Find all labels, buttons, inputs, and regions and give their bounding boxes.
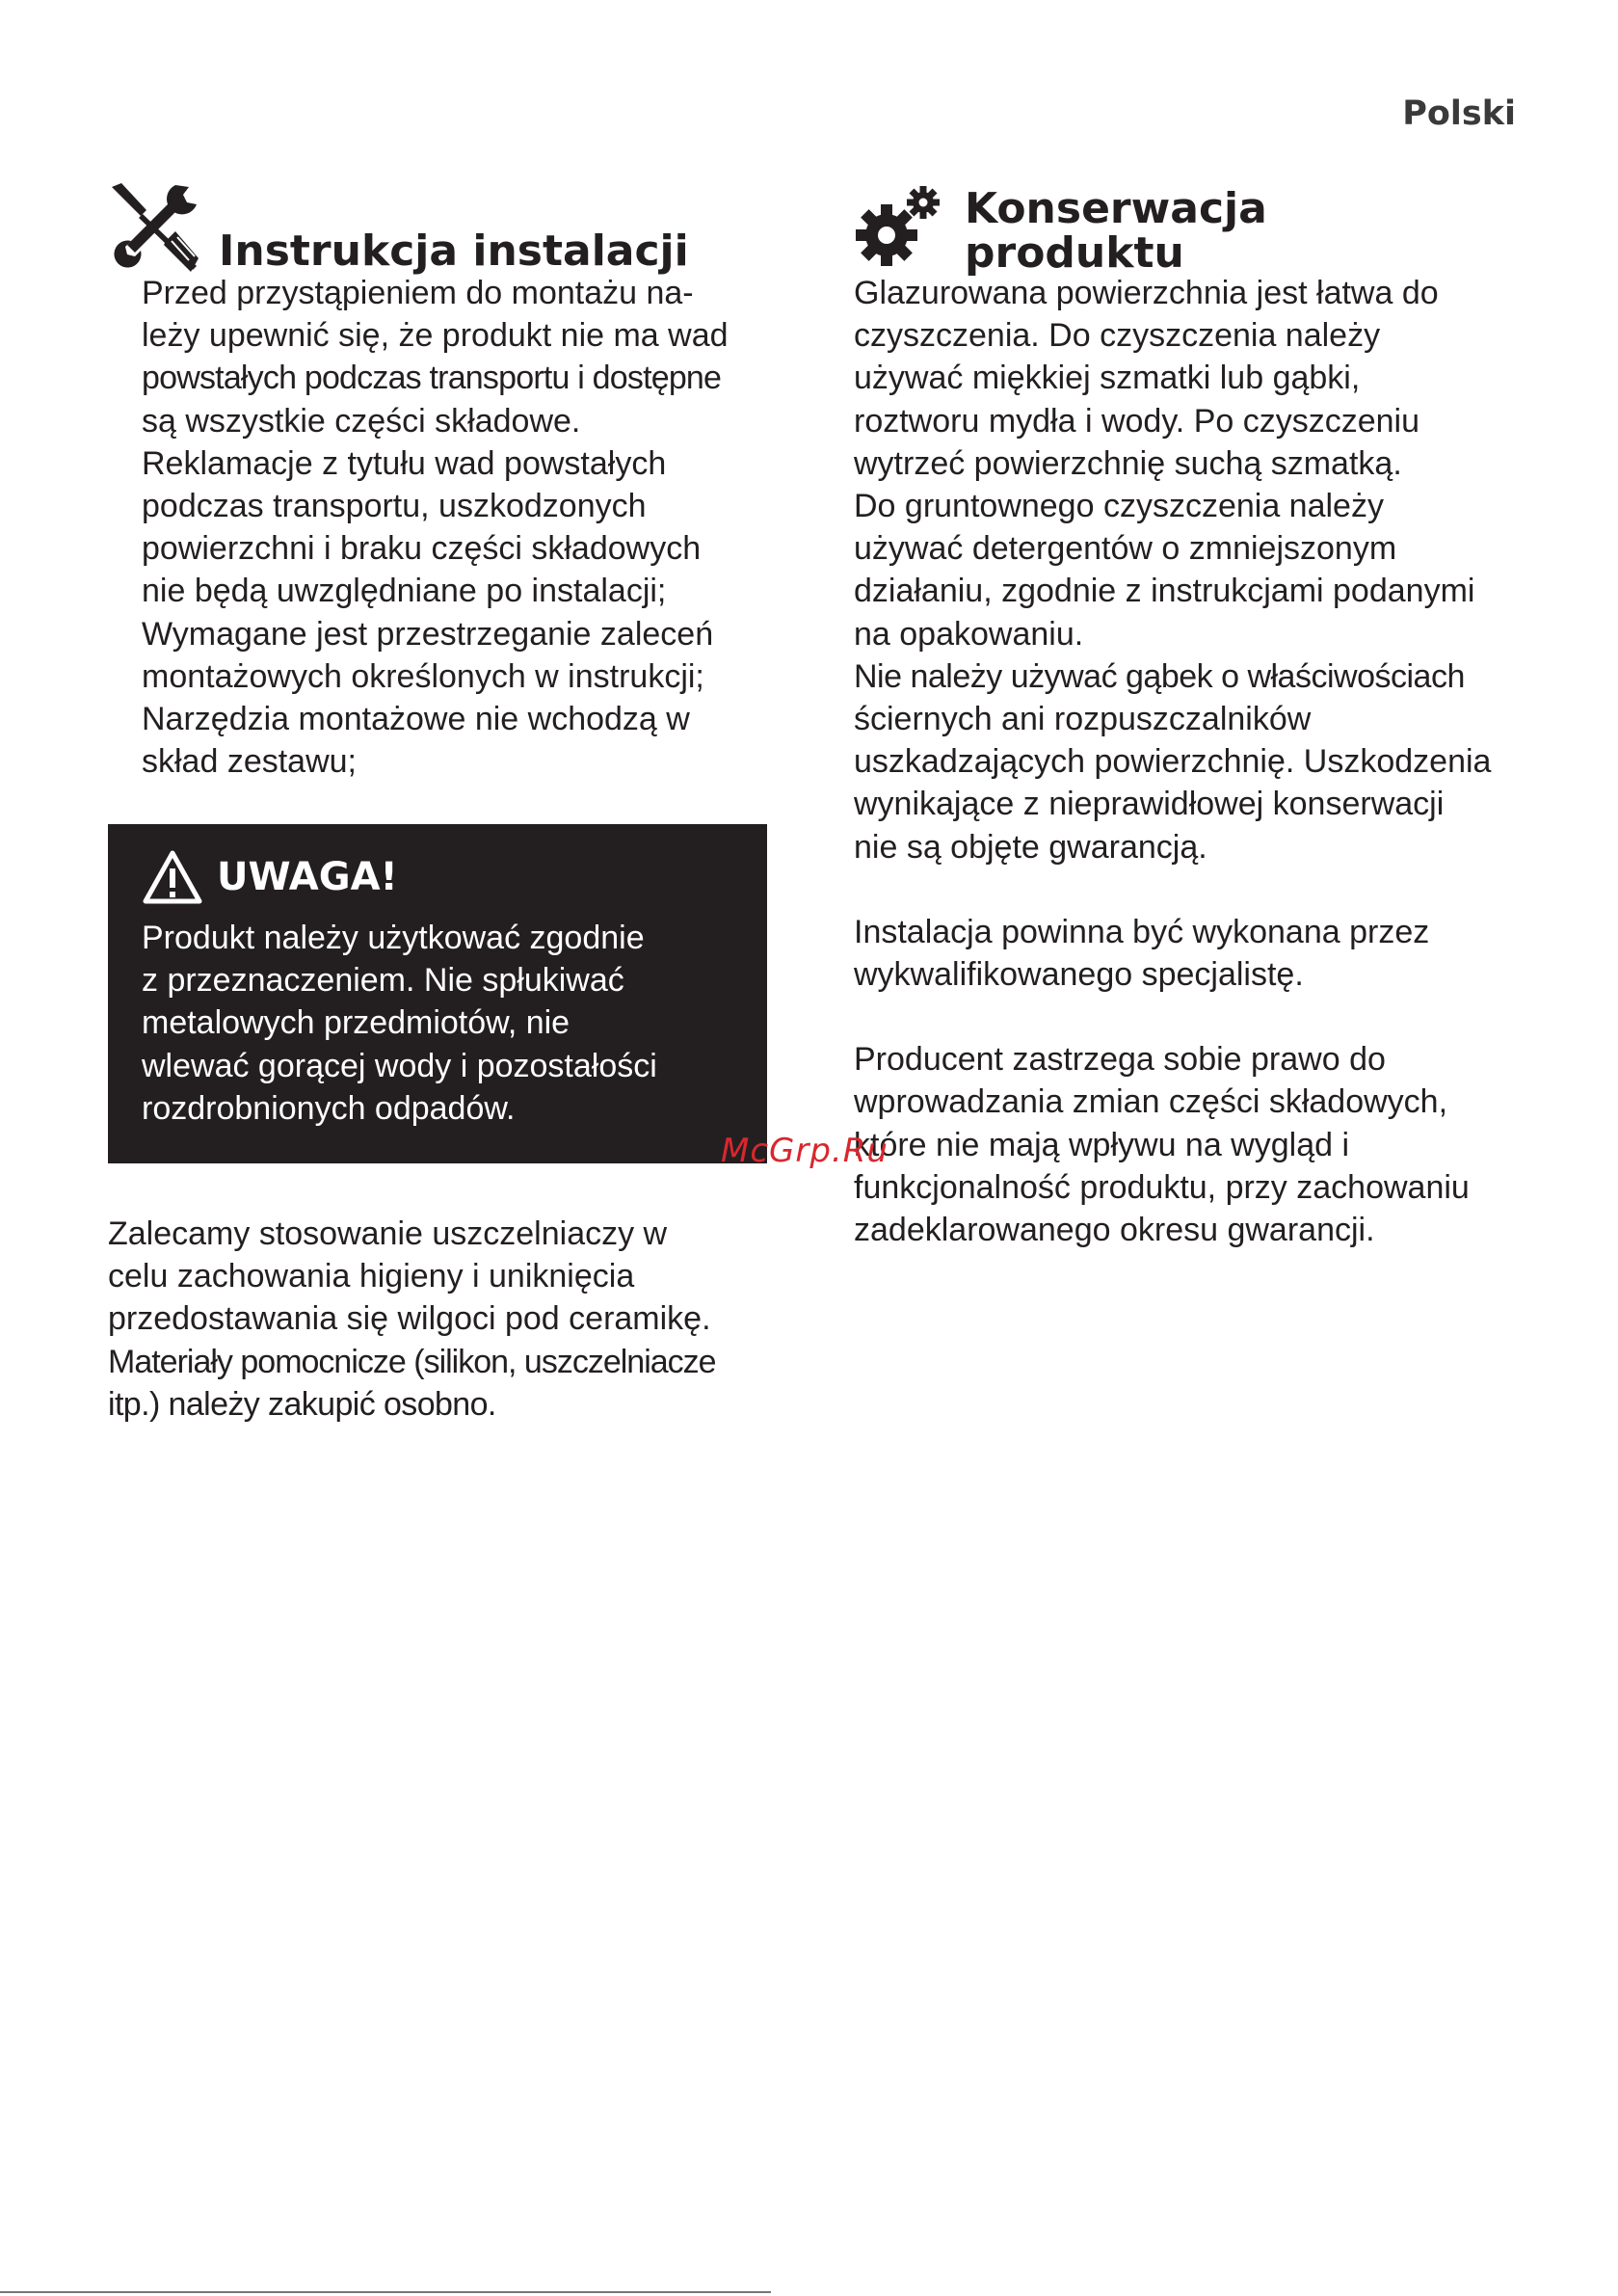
- text-line: które nie mają wpływu na wygląd i: [854, 1126, 1350, 1163]
- tools-icon: [108, 181, 200, 279]
- text-line: działaniu, zgodnie z instrukcjami podanymi: [854, 573, 1475, 610]
- text-line: celu zachowania higieny i uniknięcia: [108, 1258, 635, 1295]
- text-line: wykwalifikowanego specjalistę.: [854, 956, 1304, 994]
- text-line: wprowadzania zmian części składowych,: [854, 1083, 1448, 1121]
- manufacturer-rights-paragraph: [854, 1038, 1528, 1251]
- gears-icon: [854, 181, 946, 279]
- language-label: Polski: [1402, 94, 1516, 133]
- text-line: wytrzeć powierzchnię suchą szmatką.: [854, 444, 1402, 482]
- text-line: Zalecamy stosowanie uszczelniaczy w: [108, 1215, 668, 1252]
- text-line: metalowych przedmiotów, nie: [142, 1004, 570, 1042]
- text-line: powierzchni i braku części składowych: [142, 530, 702, 568]
- text-line: Producent zastrzega sobie prawo do: [854, 1041, 1386, 1079]
- installation-title: Instrukcja instalacji: [219, 227, 689, 276]
- text-line: wlewać gorącej wody i pozostałości: [142, 1047, 657, 1084]
- maintenance-title-line2: produktu: [965, 228, 1184, 278]
- text-line: Glazurowana powierzchnia jest łatwa do: [854, 275, 1439, 311]
- cleaning-paragraph: [854, 272, 1528, 868]
- text-line: Materiały pomocnicze (silikon, uszczelniacze: [108, 1343, 716, 1380]
- warning-box: [108, 824, 767, 1163]
- text-line: uszkadzających powierzchnię. Uszkodzenia: [854, 743, 1492, 781]
- watermark: McGrp.Ru: [721, 1132, 889, 1170]
- text-line: wynikające z nieprawidłowej konserwacji: [854, 786, 1445, 823]
- text-line: na opakowaniu.: [854, 615, 1084, 653]
- text-line: czyszczenia. Do czyszczenia należy: [854, 317, 1381, 355]
- bottom-divider: [0, 2291, 771, 2293]
- text-line: roztworu mydła i wody. Po czyszczeniu: [854, 402, 1420, 440]
- warning-heading: [142, 843, 767, 911]
- text-line: leży upewnić się, że produkt nie ma wad: [142, 317, 729, 355]
- text-line: Przed przystąpieniem do montażu na-: [142, 275, 694, 311]
- text-line: nie będą uwzględniane po instalacji;: [142, 573, 667, 610]
- warning-title: UWAGA!: [217, 855, 398, 899]
- maintenance-title-line1: Konserwacja: [965, 184, 1267, 233]
- text-line: funkcjonalność produktu, przy zachowaniu: [854, 1168, 1470, 1206]
- maintenance-title: [965, 184, 1267, 278]
- installation-specialist-paragraph: [854, 911, 1528, 996]
- text-line: z przeznaczeniem. Nie spłukiwać: [142, 962, 624, 1000]
- maintenance-heading: [854, 181, 1528, 280]
- text-line: Instalacja powinna być wykonana przez: [854, 913, 1430, 950]
- text-line: Produkt należy użytkować zgodnie: [142, 920, 645, 956]
- text-line: Wymagane jest przestrzeganie zaleceń: [142, 615, 714, 653]
- sealant-advice: [108, 1213, 716, 1426]
- text-line: powstałych podczas transportu i dostępne: [142, 360, 722, 397]
- maintenance-section: [854, 181, 1528, 1251]
- text-line: nie są objęte gwarancją.: [854, 828, 1207, 866]
- text-line: rozdrobnionych odpadów.: [142, 1089, 516, 1127]
- text-line: Reklamacje z tytułu wad powstałych: [142, 444, 667, 482]
- text-line: zadeklarowanego okresu gwarancji.: [854, 1212, 1375, 1249]
- installation-section: [108, 181, 773, 783]
- text-line: montażowych określonych w instrukcji;: [142, 657, 704, 695]
- text-line: Nie należy używać gąbek o właściwościach: [854, 657, 1465, 695]
- text-line: itp.) należy zakupić osobno.: [108, 1385, 496, 1423]
- warning-triangle-icon: [142, 849, 203, 905]
- text-line: ściernych ani rozpuszczalników: [854, 701, 1312, 738]
- text-line: skład zestawu;: [142, 743, 357, 781]
- text-line: Do gruntownego czyszczenia należy: [854, 488, 1384, 525]
- text-line: są wszystkie części składowe.: [142, 402, 581, 440]
- text-line: przedostawania się wilgoci pod ceramikę.: [108, 1300, 711, 1338]
- text-line: podczas transportu, uszkodzonych: [142, 488, 647, 525]
- text-line: używać miękkiej szmatki lub gąbki,: [854, 360, 1361, 397]
- installation-heading: [108, 181, 773, 280]
- installation-intro: [108, 272, 773, 783]
- text-line: używać detergentów o zmniejszonym: [854, 530, 1397, 568]
- text-line: Narzędzia montażowe nie wchodzą w: [142, 701, 690, 738]
